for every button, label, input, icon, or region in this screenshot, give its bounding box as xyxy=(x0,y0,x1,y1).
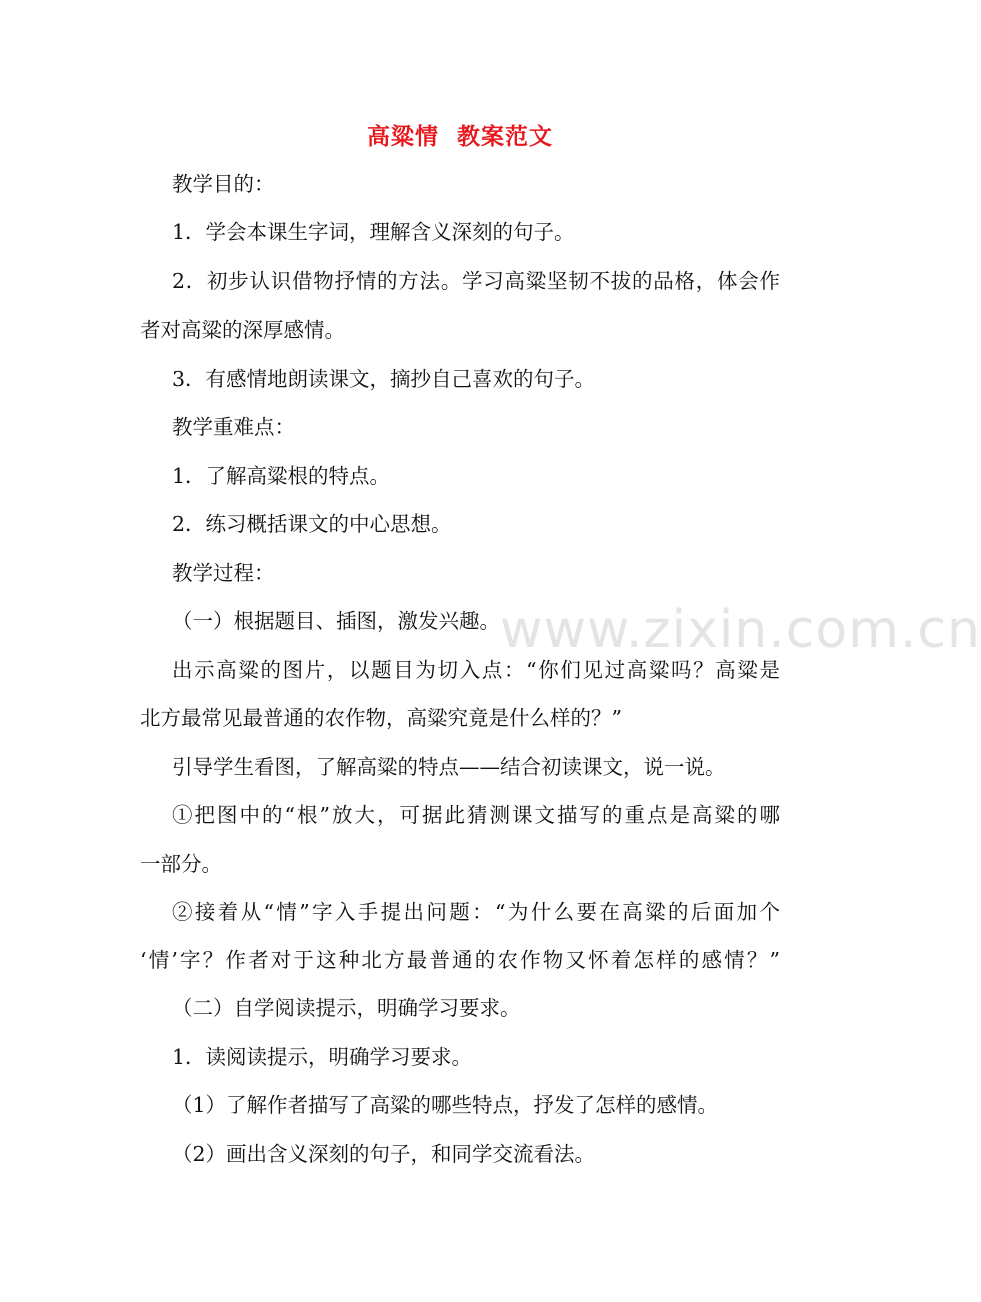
step-1-para-3-line-1: ①把图中的“根”放大，可据此猜测课文描写的重点是高粱的哪 xyxy=(172,803,780,827)
step-1-para-2: 引导学生看图，了解高粱的特点——结合初读课文，说一说。 xyxy=(172,755,726,779)
objective-2-line-2: 者对高粱的深厚感情。 xyxy=(140,318,345,342)
heading-key-points: 教学重难点： xyxy=(172,415,295,439)
step-2-sub-item-1: （1）了解作者描写了高粱的哪些特点，抒发了怎样的感情。 xyxy=(172,1093,719,1117)
heading-process: 教学过程： xyxy=(172,561,275,585)
step-1-para-4-line-1: ②接着从“情”字入手提出问题：“为什么要在高粱的后面加个 xyxy=(172,900,780,924)
step-2-heading: （二）自学阅读提示，明确学习要求。 xyxy=(172,996,521,1020)
key-point-2: 2．练习概括课文的中心思想。 xyxy=(172,512,452,536)
objective-2-line-1: 2．初步认识借物抒情的方法。学习高粱坚韧不拔的品格，体会作 xyxy=(172,269,780,293)
document-title: 高粱情 教案范文 xyxy=(366,123,553,150)
step-1-para-1-line-1: 出示高粱的图片，以题目为切入点：“你们见过高粱吗？高粱是 xyxy=(172,658,780,682)
heading-objectives: 教学目的： xyxy=(172,172,275,196)
objective-3: 3．有感情地朗读课文，摘抄自己喜欢的句子。 xyxy=(172,367,596,391)
step-1-para-1-line-2: 北方最常见最普通的农作物，高粱究竟是什么样的？” xyxy=(140,706,622,730)
step-1-para-3-line-2: 一部分。 xyxy=(140,852,222,876)
step-1-heading: （一）根据题目、插图，激发兴趣。 xyxy=(172,609,500,633)
step-2-item-1: 1．读阅读提示，明确学习要求。 xyxy=(172,1045,473,1069)
step-1-para-4-line-2: ‘情’字？作者对于这种北方最普通的农作物又怀着怎样的感情？” xyxy=(140,948,780,972)
key-point-1: 1．了解高粱根的特点。 xyxy=(172,464,391,488)
watermark: www.zixin.com.cn xyxy=(500,600,981,660)
objective-1: 1．学会本课生字词，理解含义深刻的句子。 xyxy=(172,220,575,244)
step-2-sub-item-2: （2）画出含义深刻的句子，和同学交流看法。 xyxy=(172,1142,596,1166)
